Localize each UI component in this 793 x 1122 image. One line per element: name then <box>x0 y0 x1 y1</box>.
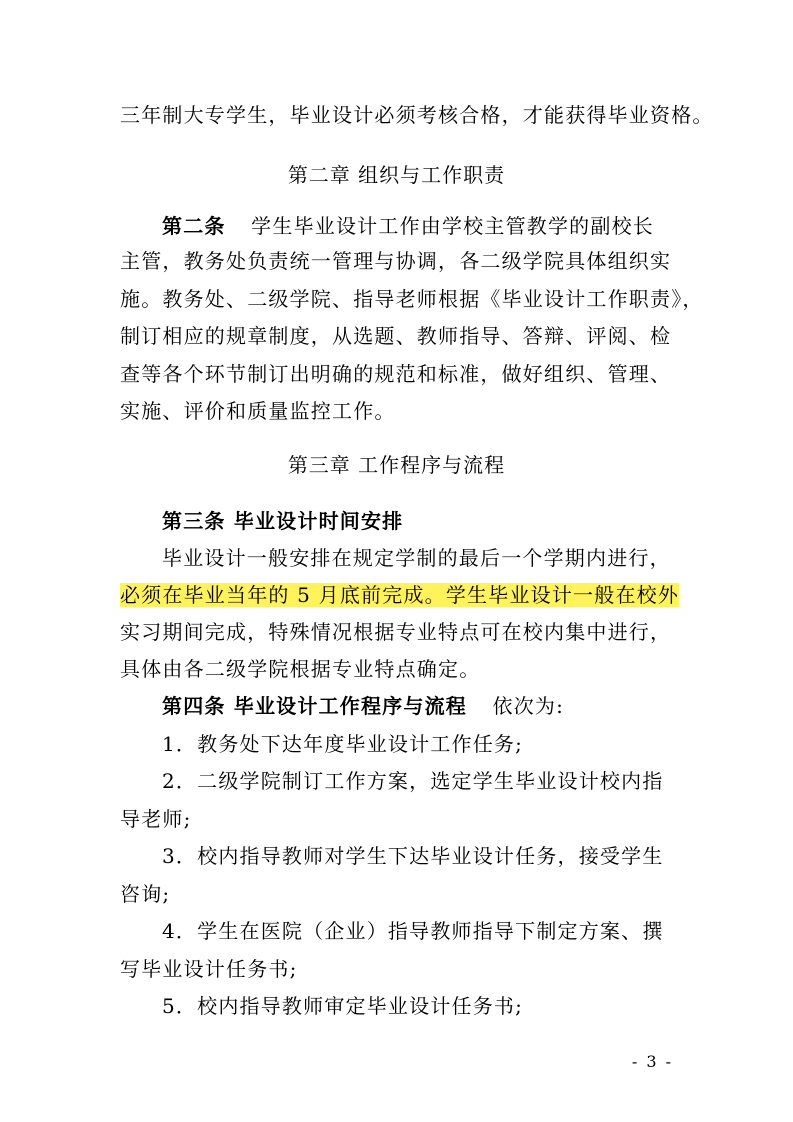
article-title: 第四条 毕业设计工作程序与流程 <box>162 694 467 718</box>
paragraph-line: 制订相应的规章制度，从选题、教师指导、答辩、评阅、检 <box>120 324 672 348</box>
paragraph-line: 毕业设计一般安排在规定学制的最后一个学期内进行， <box>162 546 671 570</box>
list-item: 1．教务处下达年度毕业设计工作任务; <box>162 732 524 756</box>
paragraph-line: 具体由各二级学院根据专业特点确定。 <box>120 657 481 681</box>
list-item: 4．学生在医院（企业）指导教师指导下制定方案、撰 <box>162 919 664 943</box>
article-line <box>162 211 654 241</box>
list-item-continuation: 写毕业设计任务书; <box>120 957 298 981</box>
article-text: 依次为: <box>492 694 565 718</box>
article-title: 第二条 <box>162 214 226 238</box>
list-item-continuation: 导老师; <box>120 807 192 831</box>
highlighted-text: 必须在毕业当年的 5 月底前完成。学生毕业设计一般在校外 <box>120 583 680 607</box>
list-item: 3．校内指导教师对学生下达毕业设计任务，接受学生 <box>162 844 664 868</box>
paragraph-line-highlighted <box>120 580 679 610</box>
list-item: 2．二级学院制订工作方案，选定学生毕业设计校内指 <box>162 769 664 793</box>
article-text: 学生毕业设计工作由学校主管教学的副校长 <box>251 214 654 238</box>
list-item: 5．校内指导教师审定毕业设计任务书; <box>162 994 524 1018</box>
article-line <box>162 691 564 721</box>
list-item-continuation: 咨询; <box>120 882 171 906</box>
paragraph-line: 实施、评价和质量监控工作。 <box>120 399 396 423</box>
paragraph-line: 实习期间完成，特殊情况根据专业特点可在校内集中进行， <box>120 620 672 644</box>
article-title: 第三条 毕业设计时间安排 <box>162 509 404 533</box>
page-number: - 3 - <box>631 1052 673 1071</box>
paragraph-line: 查等各个环节制订出明确的规范和标准，做好组织、管理、 <box>120 362 672 386</box>
paragraph-line: 施。教务处、二级学院、指导老师根据《毕业设计工作职责》， <box>120 287 704 311</box>
chapter-heading: 第三章 工作程序与流程 <box>287 453 506 477</box>
paragraph-line: 三年制大专学生，毕业设计必须考核合格，才能获得毕业资格。 <box>120 103 714 127</box>
chapter-heading: 第二章 组织与工作职责 <box>287 163 506 187</box>
paragraph-line: 主管，教务处负责统一管理与协调，各二级学院具体组织实 <box>120 249 672 273</box>
